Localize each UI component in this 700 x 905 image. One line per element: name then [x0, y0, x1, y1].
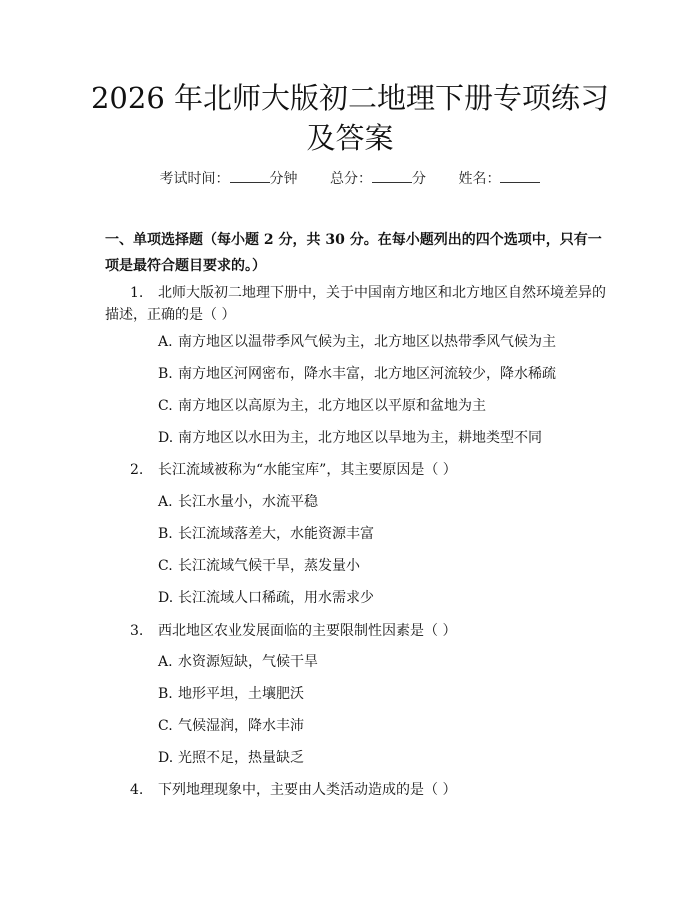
option-text: 气候湿润，降水丰沛 [178, 718, 304, 734]
student-name-label: 姓名： [458, 171, 501, 187]
option-letter: B. [158, 366, 173, 382]
question-3-number: 3. [130, 623, 144, 639]
question-4-stem: 下列地理现象中，主要由人类活动造成的是（ ） [158, 782, 457, 798]
section-heading-single-choice: 一、单项选择题（每小题 2 分，共 30 分。在每小题列出的四个选项中，只有一项是最符合题目要求的。） [105, 232, 602, 274]
exam-time-label: 考试时间： [159, 171, 230, 187]
question-3-option-b[interactable] [158, 684, 608, 704]
question-1 [130, 281, 610, 305]
option-text: 长江水量小，水流平稳 [178, 494, 318, 510]
question-2-option-a[interactable] [158, 492, 608, 512]
option-letter: B. [158, 686, 173, 702]
total-score-label: 总分： [330, 171, 372, 187]
question-1-option-b[interactable] [158, 364, 608, 384]
question-2-stem: 长江流域被称为“水能宝库”，其主要原因是（ ） [158, 462, 457, 478]
total-score-blank [372, 170, 412, 183]
option-text: 南方地区以水田为主，北方地区以旱地为主，耕地类型不同 [178, 430, 542, 446]
option-letter: D. [158, 430, 174, 446]
option-text: 南方地区以温带季风气候为主，北方地区以热带季风气候为主 [178, 334, 556, 350]
option-letter: C. [158, 558, 173, 574]
option-letter: A. [158, 334, 173, 350]
question-1-stem-line2: 描述，正确的是（ ） [105, 307, 236, 323]
question-3 [130, 619, 610, 643]
option-text: 南方地区以高原为主，北方地区以平原和盆地为主 [178, 398, 486, 414]
question-2-option-d[interactable] [158, 588, 608, 608]
option-letter: A. [158, 654, 173, 670]
exam-time-field [160, 171, 302, 187]
option-letter: D. [158, 590, 174, 606]
exam-meta-line [0, 168, 700, 188]
question-2-number: 2. [130, 462, 144, 478]
option-letter: B. [158, 526, 173, 542]
question-2-option-b[interactable] [158, 524, 608, 544]
exam-time-unit: 分钟 [269, 171, 298, 187]
question-3-option-d[interactable] [158, 748, 608, 768]
total-score-unit: 分 [412, 171, 426, 187]
question-4 [130, 778, 610, 802]
question-1-number: 1. [130, 285, 144, 301]
student-name-field [458, 171, 540, 187]
exam-time-blank [230, 170, 270, 183]
question-4-number: 4. [130, 782, 144, 798]
question-1-option-d[interactable] [158, 428, 608, 448]
option-text: 光照不足，热量缺乏 [178, 750, 304, 766]
option-letter: A. [158, 494, 173, 510]
question-1-option-c[interactable] [158, 396, 608, 416]
question-3-stem: 西北地区农业发展面临的主要限制性因素是（ ） [158, 623, 457, 639]
question-3-option-c[interactable] [158, 716, 608, 736]
option-text: 水资源短缺，气候干旱 [178, 654, 318, 670]
option-text: 南方地区河网密布，降水丰富，北方地区河流较少，降水稀疏 [178, 366, 556, 382]
option-text: 长江流域人口稀疏，用水需求少 [178, 590, 374, 606]
question-2 [130, 458, 610, 482]
student-name-blank [500, 170, 540, 183]
question-1-stem-continued [105, 303, 610, 327]
option-letter: C. [158, 398, 173, 414]
option-text: 长江流域落差大，水能资源丰富 [178, 526, 374, 542]
option-text: 长江流域气候干旱，蒸发量小 [178, 558, 360, 574]
option-letter: D. [158, 750, 174, 766]
question-1-option-a[interactable] [158, 332, 608, 352]
question-2-option-c[interactable] [158, 556, 608, 576]
question-3-option-a[interactable] [158, 652, 608, 672]
document-title: 2026 年北师大版初二地理下册专项练习及答案 [90, 81, 610, 155]
option-letter: C. [158, 718, 173, 734]
total-score-field [330, 171, 430, 187]
option-text: 地形平坦，土壤肥沃 [178, 686, 304, 702]
question-1-stem-line1: 北师大版初二地理下册中，关于中国南方地区和北方地区自然环境差异的 [158, 285, 606, 301]
